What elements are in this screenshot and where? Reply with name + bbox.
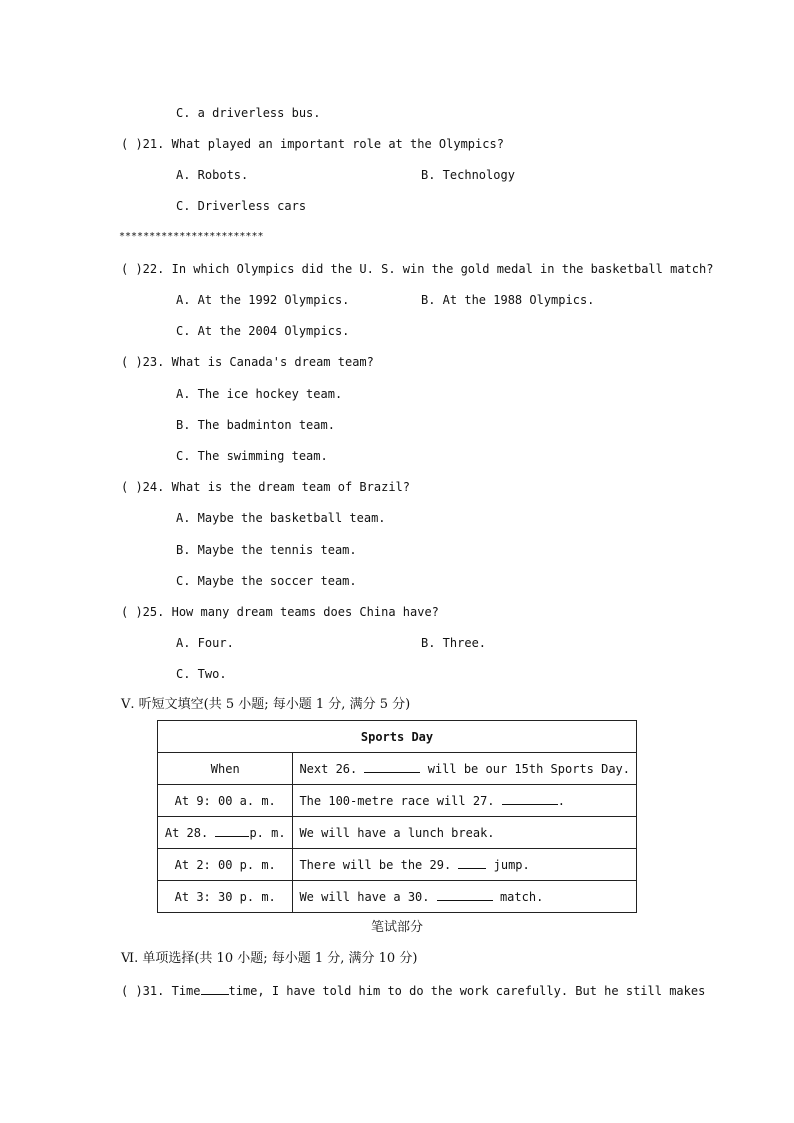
when-28-post: p. m. <box>249 826 286 840</box>
row-29-post: jump. <box>486 858 530 872</box>
q23-text: What is Canada's dream team? <box>171 355 374 369</box>
row-27-post: . <box>557 794 565 808</box>
q21-option-c: C. Driverless cars <box>176 199 307 213</box>
row-26-post: will be our 15th Sports Day. <box>420 762 630 776</box>
blank-30[interactable] <box>437 889 493 901</box>
q21-option-b: B. Technology <box>421 168 515 182</box>
q22-option-a: A. At the 1992 Olympics. <box>176 293 350 307</box>
row-26-text <box>293 753 637 785</box>
q31-number: ( )31. <box>121 984 165 998</box>
q23-option-a: A. The ice hockey team. <box>176 387 343 401</box>
row-30-post: match. <box>492 890 544 904</box>
sports-day-table <box>157 720 637 913</box>
q25-option-b: B. Three. <box>421 636 487 650</box>
q21-option-a: A. Robots. <box>176 168 249 182</box>
q22-text: In which Olympics did the U. S. win the gold medal in the basketball match? <box>171 262 714 276</box>
q21-text: What played an important role at the Olympics? <box>171 137 504 151</box>
q31-post: time, I have told him to do the work carefully. But he still makes <box>228 984 706 998</box>
table-row <box>158 817 637 849</box>
q21-stem <box>121 136 504 152</box>
q25-option-c: C. Two. <box>176 667 227 681</box>
q22-number: ( )22. <box>121 262 165 276</box>
q24-text: What is the dream team of Brazil? <box>171 480 411 494</box>
row-27-text <box>293 785 637 817</box>
q24-option-b: B. Maybe the tennis team. <box>176 543 357 557</box>
blank-28[interactable] <box>215 825 249 837</box>
q24-stem <box>121 479 410 495</box>
q21-number: ( )21. <box>121 137 165 151</box>
q23-number: ( )23. <box>121 355 165 369</box>
q20-option-c: C. a driverless bus. <box>176 106 321 120</box>
asterisk-divider: ************************ <box>119 231 264 242</box>
q25-option-a: A. Four. <box>176 636 234 650</box>
table-row <box>158 849 637 881</box>
blank-29[interactable] <box>458 857 486 869</box>
q25-number: ( )25. <box>121 605 165 619</box>
table-row <box>158 881 637 913</box>
blank-31[interactable] <box>201 983 229 995</box>
when-9am: At 9: 00 a. m. <box>158 785 293 817</box>
blank-26[interactable] <box>364 761 420 773</box>
section-5-heading: Ⅴ. 听短文填空(共 5 小题; 每小题 1 分, 满分 5 分) <box>121 697 411 712</box>
q23-option-b: B. The badminton team. <box>176 418 335 432</box>
q22-option-c: C. At the 2004 Olympics. <box>176 324 350 338</box>
q24-number: ( )24. <box>121 480 165 494</box>
when-header: When <box>158 753 293 785</box>
blank-27[interactable] <box>502 793 558 805</box>
written-part-title: 笔试部分 <box>370 920 423 935</box>
row-29-text <box>293 849 637 881</box>
row-27-pre: The 100-metre race will 27. <box>299 794 502 808</box>
when-2pm: At 2: 00 p. m. <box>158 849 293 881</box>
when-28-pre: At 28. <box>164 826 216 840</box>
row-30-pre: We will have a 30. <box>299 890 437 904</box>
q24-option-c: C. Maybe the soccer team. <box>176 574 357 588</box>
q25-stem <box>121 604 439 620</box>
q31-stem <box>121 983 705 999</box>
row-26-pre: Next 26. <box>299 762 365 776</box>
q22-stem <box>121 261 713 277</box>
table-title-row <box>158 721 637 753</box>
table-title: Sports Day <box>158 721 637 753</box>
section-6-heading: Ⅵ. 单项选择(共 10 小题; 每小题 1 分, 满分 10 分) <box>121 951 418 966</box>
q24-option-a: A. Maybe the basketball team. <box>176 511 386 525</box>
when-28 <box>158 817 293 849</box>
q23-stem <box>121 354 374 370</box>
when-330pm: At 3: 30 p. m. <box>158 881 293 913</box>
q31-pre: Time <box>171 984 201 998</box>
table-row <box>158 753 637 785</box>
q25-text: How many dream teams does China have? <box>171 605 439 619</box>
row-29-pre: There will be the 29. <box>299 858 459 872</box>
table-row <box>158 785 637 817</box>
q23-option-c: C. The swimming team. <box>176 449 328 463</box>
row-30-text <box>293 881 637 913</box>
q22-option-b: B. At the 1988 Olympics. <box>421 293 595 307</box>
row-28-text: We will have a lunch break. <box>293 817 637 849</box>
